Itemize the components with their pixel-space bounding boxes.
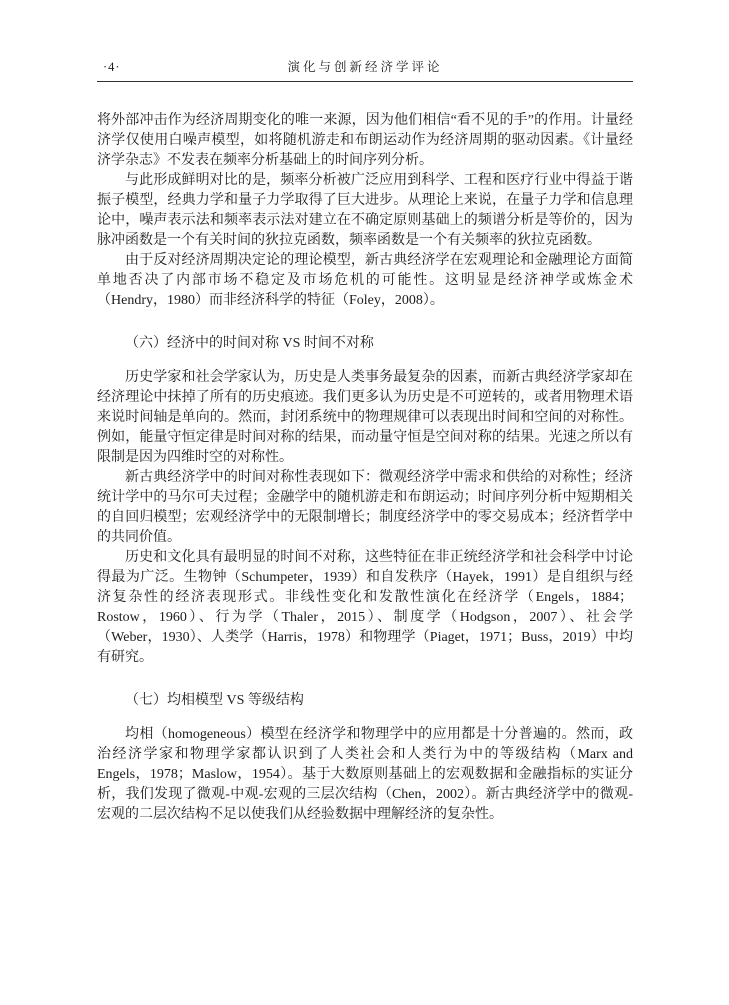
header-divider — [97, 81, 633, 82]
page-content — [97, 0, 633, 825]
section-heading: （六）经济中的时间对称 VS 时间不对称 — [125, 336, 374, 351]
page-header — [97, 58, 633, 76]
paragraph: 历史学家和社会学家认为，历史是人类事务最复杂的因素，而新古典经济学家却在经济理论中抹掉了所有的历史痕迹。我们更多认为历史是不可逆转的，或者用物理术语来说时间轴是单向的。然而，封闭系统中的物理规律可以表现出时间和空间的对称性。例如，能量守恒定律是时间对称的结果，而动量守恒是空间对称的结果。光速之所以有限制是因为四维时空的对称性。 — [97, 370, 633, 465]
paragraph: 将外部冲击作为经济周期变化的唯一来源，因为他们相信“看不见的手”的作用。计量经济学仅使用白噪声模型，如将随机游走和布朗运动作为经济周期的驱动因素。《计量经济学杂志》不发表在频率分析基础上的时间序列分析。 — [97, 113, 633, 168]
paragraph: 均相（homogeneous）模型在经济学和物理学中的应用都是十分普遍的。然而，政治经济学家和物理学家都认识到了人类社会和人类行为中的等级结构（Marx and Engels，1978；Maslow，1954）。基于大数原则基础上的宏观数据和金融指标的实证分析，我们发现了微观-中观-宏观的三层次结构（Chen，2002）。新古典经济学中的微观-宏观的二层次结构不足以使我们从经验数据中理解经济的复杂性。 — [97, 727, 633, 822]
paragraph: 与此形成鲜明对比的是，频率分析被广泛应用到科学、工程和医疗行业中得益于谐振子模型，经典力学和量子力学取得了巨大进步。从理论上来说，在量子力学和信息理论中，噪声表示法和频率表示法对建立在不确定原则基础上的频谱分析是等价的，因为脉冲函数是一个有关时间的狄拉克函数，频率函数是一个有关频率的狄拉克函数。 — [97, 173, 633, 248]
paragraph: 由于反对经济周期决定论的理论模型，新古典经济学在宏观理论和金融理论方面简单地否决了内部市场不稳定及市场危机的可能性。这明显是经济神学或炼金术（Hendry，1980）而非经济科学的特征（Foley，2008）。 — [97, 253, 633, 308]
journal-title: 演化与创新经济学评论 — [287, 60, 443, 74]
paragraph: 历史和文化具有最明显的时间不对称，这些特征在非正统经济学和社会科学中讨论得最为广泛。生物钟（Schumpeter，1939）和自发秩序（Hayek，1991）是自组织与经济复杂性的经济表现形式。非线性变化和发散性演化在经济学（Engels，1884；Rostow，1960）、行为学（Thaler，2015）、制度学（Hodgson，2007）、社会学（Weber，1930）、人类学（Harris，1978）和物理学（Piaget，1971；Buss，2019）中均有研究。 — [97, 550, 633, 665]
page-number: ·4· — [103, 60, 121, 74]
paragraph: 新古典经济学中的时间对称性表现如下：微观经济学中需求和供给的对称性；经济统计学中的马尔可夫过程；金融学中的随机游走和布朗运动；时间序列分析中短期相关的自回归模型；宏观经济学中的无限制增长；制度经济学中的零交易成本；经济哲学中的共同价值。 — [97, 470, 633, 545]
section-heading: （七）均相模型 VS 等级结构 — [125, 693, 304, 708]
article-body — [97, 111, 633, 825]
